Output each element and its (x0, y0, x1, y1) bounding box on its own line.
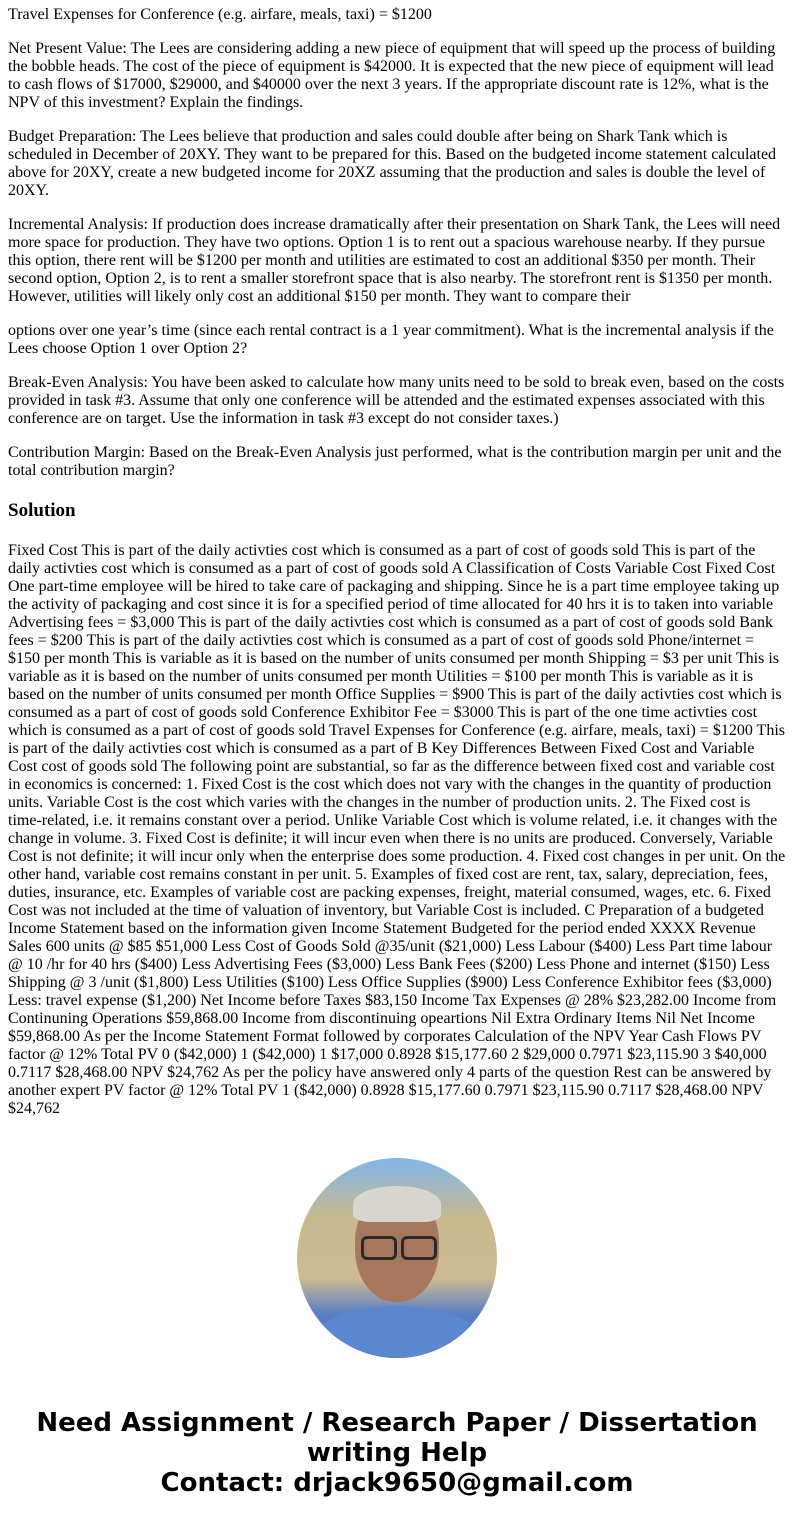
question-paragraph: Incremental Analysis: If production does increase dramatically after their presentation on Shark Tank, the Lees will need more space for production. They have two options. Option 1 is to rent out a spacious warehouse nearby. If they pursue this option, there rent will be $1200 per month and utilities are estimated to cost an additional $350 per month. Their second option, Option 2, is to rent a smaller storefront space that is also nearby. The storefront rent is $1350 per month. However, utilities will likely only cost an additional $150 per month. They want to compare their (8, 216, 781, 305)
solution-heading: Solution (8, 500, 76, 521)
question-paragraph: Net Present Value: The Lees are considering adding a new piece of equipment that will speed up the process of building the bobble heads. The cost of the piece of equipment is $42000. It is expected that the new piece of equipment will lead to cash flows of $17000, $29000, and $40000 over the next 3 years. If the appropriate discount rate is 12%, what is the NPV of this investment? Explain the findings. (8, 40, 776, 111)
glasses-icon (401, 1236, 437, 1260)
glasses-icon (361, 1236, 397, 1260)
expert-avatar-container (0, 1158, 794, 1358)
solution-text: Fixed Cost This is part of the daily activties cost which is consumed as a part of cost of goods sold This is part of the daily activties cost which is consumed as a part of cost of goods sold A Classification of Costs Variable Cost Fixed Cost One part-time employee will be hired to take care of packaging and shipping. Since he is a part time employee taking up the activity of packaging and cost since it is for a specified period of time allocated for 40 hrs it is to taken into variable Advertising fees = $3,000 This is part of the daily activties cost which is consumed as a part of cost of goods sold Bank fees = $200 This is part of the daily activties cost which is consumed as a part of cost of goods sold Phone/internet = $150 per month This is variable as it is based on the number of units consumed per month Shipping = $3 per unit This is variable as it is based on the number of units consumed per month Utilities = $100 per month This is variable as it is based on the number of units consumed per month Office Supplies = $900 This is part of the daily activties cost which is consumed as a part of cost of goods sold Conference Exhibitor Fee = $3000 This is part of the one time activties cost which is consumed as a part of cost of goods sold Travel Expenses for Conference (e.g. airfare, meals, taxi) = $1200 This is part of the daily activties cost which is consumed as a part of B Key Differences Between Fixed Cost and Variable Cost cost of goods sold The following point are substantial, so far as the difference between fixed cost and variable cost in economics is concerned: 1. Fixed Cost is the cost which does not vary with the changes in the quantity of production units. Variable Cost is the cost which varies with the changes in the number of production units. 2. The Fixed cost is time-related, i.e. it remains constant over a period. Unlike Variable Cost which is volume related, i.e. it changes with the change in volume. 3. Fixed Cost is definite; it will incur even when there is no units are produced. Conversely, Variable Cost is not definite; it will incur only when the enterprise does some production. 4. Fixed cost changes in per unit. On the other hand, variable cost remains constant in per unit. 5. Examples of fixed cost are rent, tax, salary, depreciation, fees, duties, insurance, etc. Examples of variable cost are packing expenses, freight, material consumed, wages, etc. 6. Fixed Cost was not included at the time of valuation of inventory, but Variable Cost is included. C Preparation of a budgeted Income Statement based on the information given Income Statement Budgeted for the period ended XXXX Revenue Sales 600 units @ $85 $51,000 Less Cost of Goods Sold @35/unit ($21,000) Less Labour ($400) Less Part time labour @ 10 /hr for 40 hrs ($400) Less Advertising Fees ($3,000) Less Bank Fees ($200) Less Phone and internet ($150) Less Shipping @ 3 /unit ($1,800) Less Utilities ($100) Less Office Supplies ($900) Less Conference Exhibitor fees ($3,000) Less: travel expense ($1,200) Net Income before Taxes $83,150 Income Tax Expenses @ 28% $23,282.00 Income from Continuning Operations $59,868.00 Income from discontinuing opeartions Nil Extra Ordinary Items Nil Net Income $59,868.00 As per the Income Statement Format followed by corporates Calculation of the NPV Year Cash Flows PV factor @ 12% Total PV 0 ($42,000) 1 ($42,000) 1 $17,000 0.8928 $15,177.60 2 $29,000 0.7971 $23,115.90 3 $40,000 0.7117 $28,468.00 NPV $24,762 As per the policy have answered only 4 parts of the question Rest can be answered by another expert PV factor @ 12% Total PV 1 ($42,000) 0.8928 $15,177.60 0.7971 $23,115.90 0.7117 $28,468.00 NPV $24,762 (8, 542, 786, 1117)
expert-avatar (297, 1158, 497, 1358)
avatar-shirt (307, 1306, 487, 1358)
footer-contact: Contact: drjack9650@gmail.com (160, 1468, 634, 1498)
avatar-hair (353, 1186, 441, 1222)
question-paragraph: Break-Even Analysis: You have been asked to calculate how many units need to be sold to break even, based on the costs provided in task #3. Assume that only one conference will be attended and the estimated expenses associated with this conference are on target. Use the information in task #3 except do not consider taxes.) (8, 374, 785, 427)
question-paragraph: Budget Preparation: The Lees believe that production and sales could double after being on Shark Tank which is scheduled in December of 20XY. They want to be prepared for this. Based on the budgeted income statement calculated above for 20XY, create a new budgeted income for 20XZ assuming that the production and sales is double the level of 20XY. (8, 128, 777, 199)
question-paragraph: options over one year’s time (since each rental contract is a 1 year commitment). What is the incremental analysis if the Lees choose Option 1 over Option 2? (8, 322, 774, 357)
contact-footer (0, 1408, 794, 1498)
question-paragraph: Travel Expenses for Conference (e.g. airfare, meals, taxi) = $1200 (8, 6, 432, 23)
document-body (0, 6, 794, 1118)
question-paragraph: Contribution Margin: Based on the Break-Even Analysis just performed, what is the contribution margin per unit and the total contribution margin? (8, 444, 782, 479)
footer-tagline: Need Assignment / Research Paper / Dissertation writing Help (36, 1408, 758, 1468)
